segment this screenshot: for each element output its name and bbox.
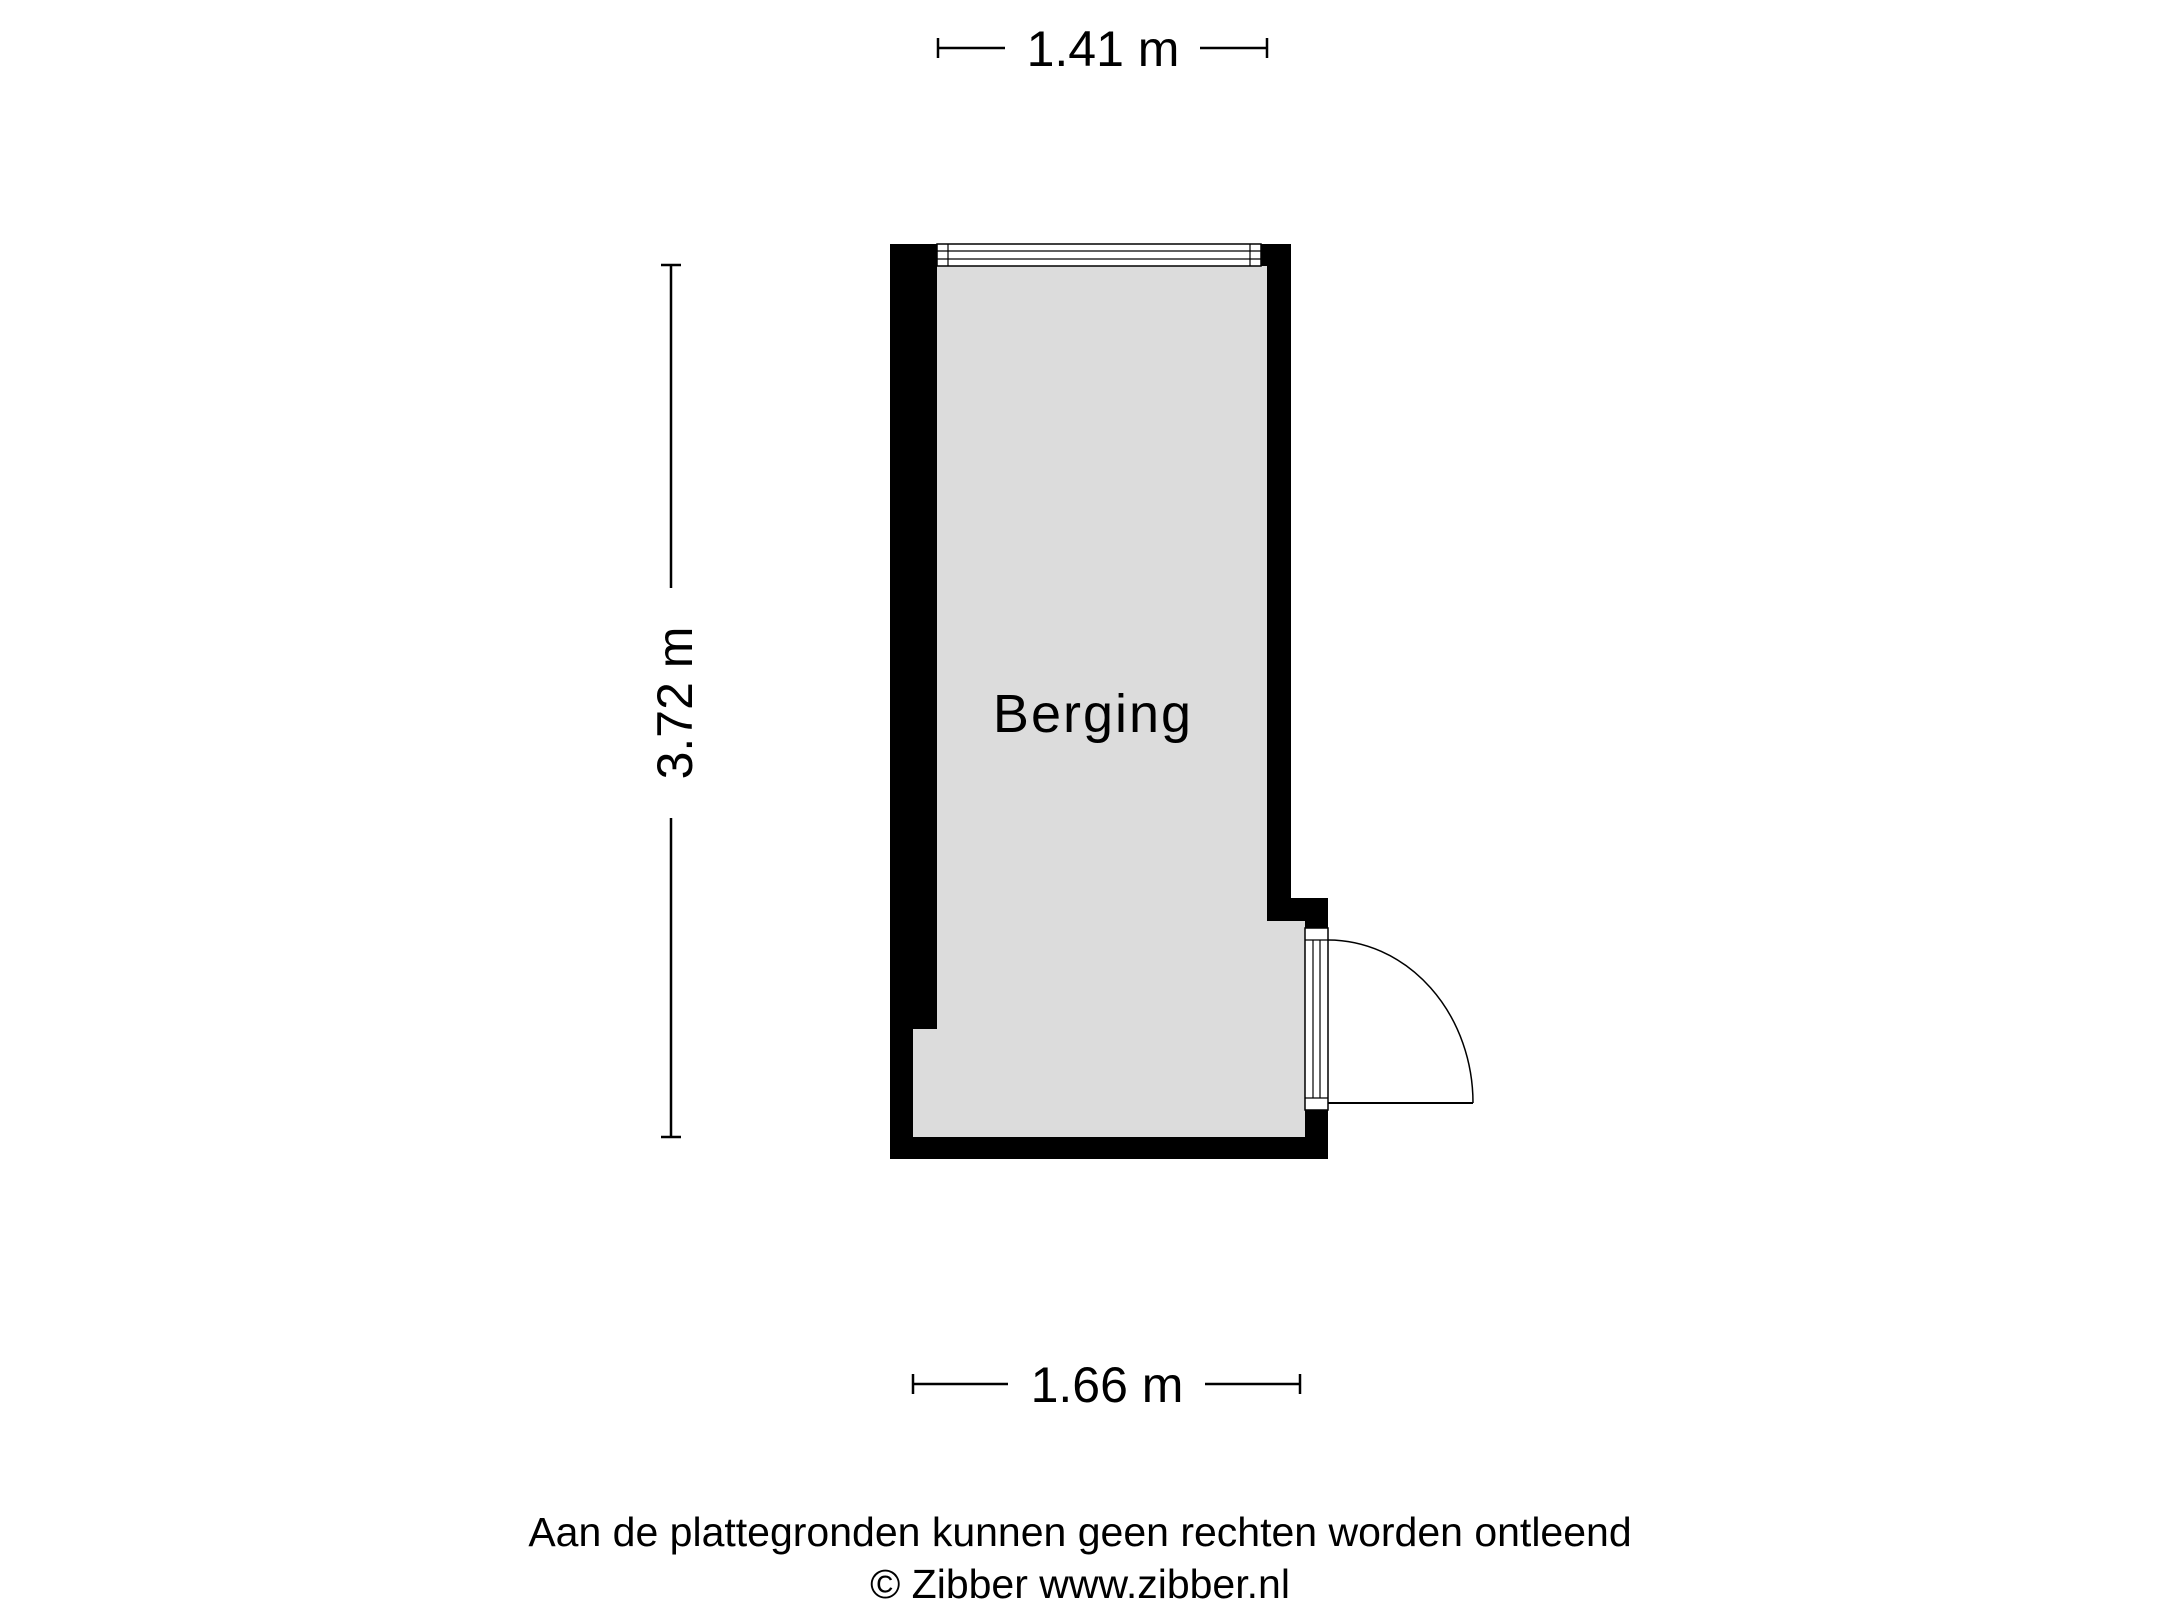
dimension-bottom-label: 1.66 m [1030, 1357, 1184, 1413]
door-swing-arc [1328, 940, 1473, 1103]
door-right [1305, 928, 1473, 1110]
footer-disclaimer: Aan de plattegronden kunnen geen rechten worden ontleend [528, 1509, 1632, 1555]
window-top [937, 244, 1261, 266]
dimension-bottom [913, 1357, 1300, 1413]
dimension-left [647, 265, 703, 1137]
dimension-top [938, 21, 1267, 77]
footer-credit: © Zibber www.zibber.nl [870, 1561, 1290, 1607]
dimension-top-label: 1.41 m [1026, 21, 1180, 77]
dimension-left-label: 3.72 m [647, 626, 703, 780]
room-label: Berging [992, 684, 1194, 744]
